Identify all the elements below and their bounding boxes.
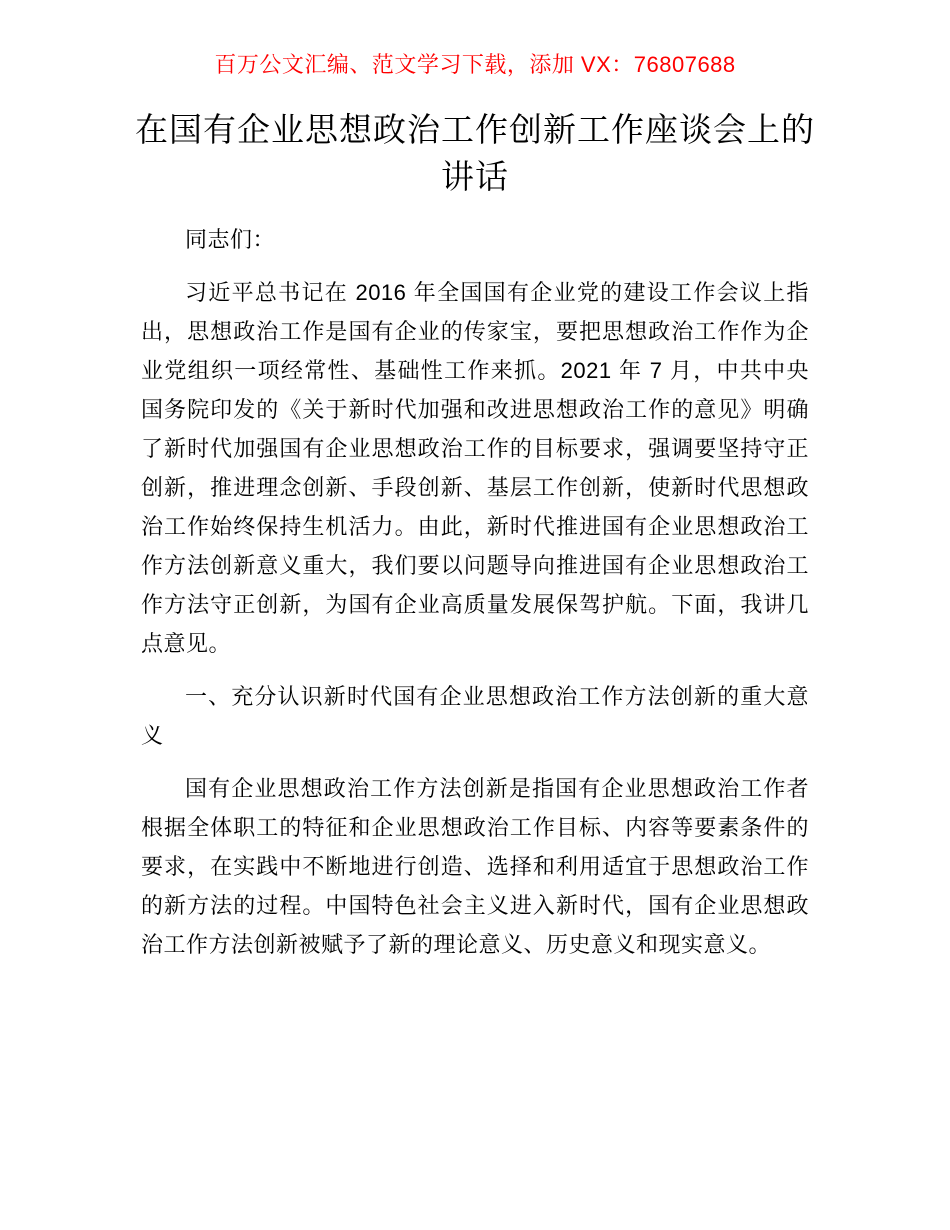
watermark-text: 百万公文汇编、范文学习下载，添加 VX：76807688 (214, 52, 736, 77)
section-heading: 一、充分认识新时代国有企业思想政治工作方法创新的重大意义 (141, 684, 809, 748)
salutation-paragraph: 同志们： (185, 227, 276, 252)
document-title: 在国有企业思想政治工作创新工作座谈会上的讲话 (135, 111, 815, 195)
body-paragraph: 国有企业思想政治工作方法创新是指国有企业思想政治工作者根据全体职工的特征和企业思想政治工作目标、内容等要素条件的要求，在实践中不断地进行创造、选择和利用适宜于思想政治工作的新方法的过程。中国特色社会主义进入新时代，国有企业思想政治工作方法创新被赋予了新的理论意义、历史意义和现实意义。 (141, 776, 809, 957)
document-body (141, 220, 809, 964)
body-paragraph: 习近平总书记在 2016 年全国国有企业党的建设工作会议上指出，思想政治工作是国有企业的传家宝，要把思想政治工作作为企业党组织一项经常性、基础性工作来抓。2021 年 7 月，中共中央国务院印发的《关于新时代加强和改进思想政治工作的意见》明确了新时代加强国有企业思想政治工作的目标要求，强调要坚持守正创新，推进理念创新、手段创新、基层工作创新，使新时代思想政治工作始终保持生机活力。由此，新时代推进国有企业思想政治工作方法创新意义重大，我们要以问题导向推进国有企业思想政治工作方法守正创新，为国有企业高质量发展保驾护航。下面，我讲几点意见。 (141, 280, 809, 656)
